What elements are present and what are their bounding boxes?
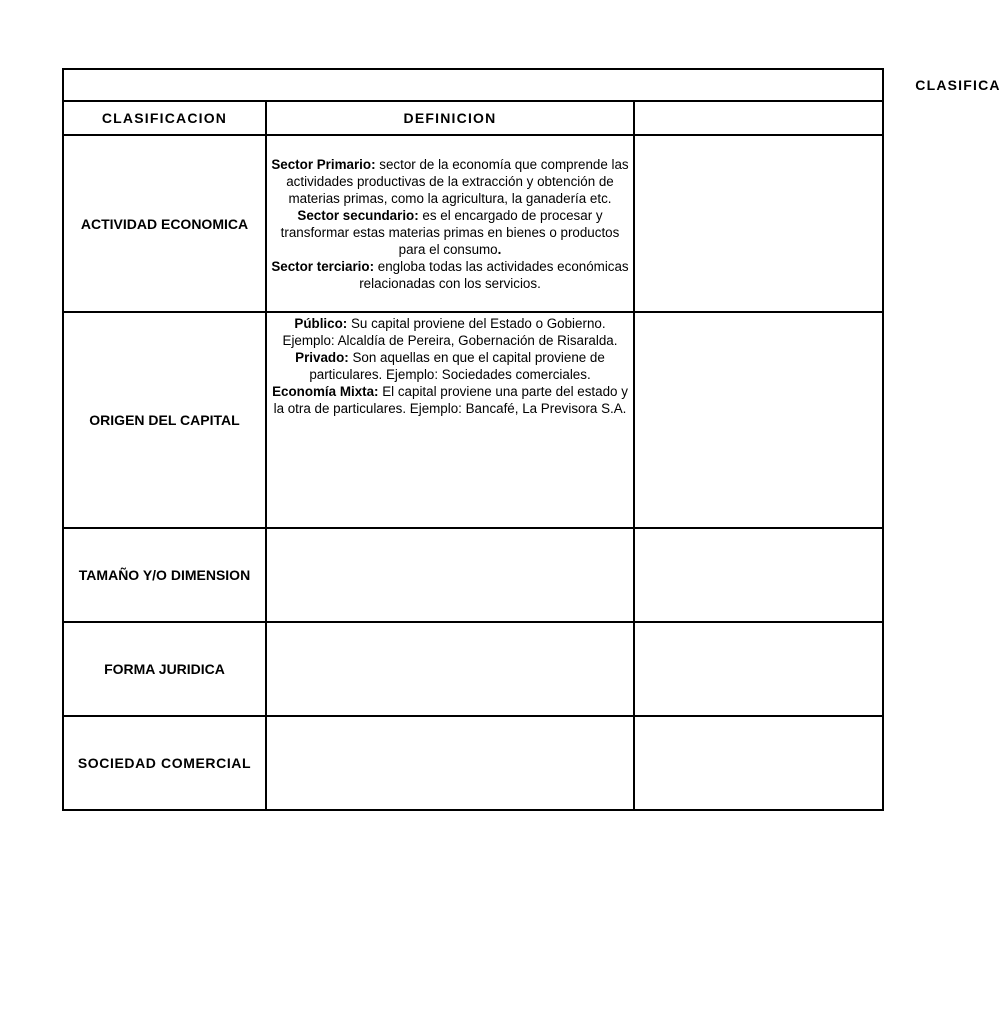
row-label: SOCIEDAD COMERCIAL bbox=[63, 716, 266, 810]
definition-text: Son aquellas en que el capital proviene de particulares. Ejemplo: Sociedades comerciales. bbox=[309, 350, 605, 382]
definition-text: Su capital proviene del Estado o Gobierno. Ejemplo: Alcaldía de Pereira, Gobernación de Risaralda. bbox=[282, 316, 618, 348]
definition-term: Público: bbox=[294, 316, 348, 331]
row-extra bbox=[634, 716, 883, 810]
row-extra bbox=[634, 135, 883, 312]
definition-term: Economía Mixta: bbox=[272, 384, 379, 399]
header-definition: DEFINICION bbox=[266, 101, 634, 135]
row-definition bbox=[266, 622, 634, 716]
definition-text: El capital proviene una parte del estado y la otra de particulares. Ejemplo: Bancafé, La Previsora S.A. bbox=[273, 384, 628, 416]
table-row bbox=[63, 135, 883, 312]
row-label: ORIGEN DEL CAPITAL bbox=[63, 312, 266, 528]
row-extra bbox=[634, 622, 883, 716]
row-definition bbox=[266, 312, 634, 528]
table-row bbox=[63, 528, 883, 622]
definition-term: Privado: bbox=[295, 350, 349, 365]
row-extra bbox=[634, 312, 883, 528]
table-title: CLASIFICA bbox=[915, 77, 1001, 93]
row-label: FORMA JURIDICA bbox=[63, 622, 266, 716]
definition-term: Sector terciario: bbox=[271, 258, 375, 274]
row-label: ACTIVIDAD ECONOMICA bbox=[63, 135, 266, 312]
definition-text: sector de la economía que comprende las actividades productivas de la extracción y obtención de materias primas, como la agricultura, la ganadería etc. bbox=[286, 156, 629, 206]
table-row bbox=[63, 312, 883, 528]
definition-term: Sector Primario: bbox=[271, 156, 376, 172]
row-label: TAMAÑO Y/O DIMENSION bbox=[63, 528, 266, 622]
table-row bbox=[63, 716, 883, 810]
classification-table bbox=[62, 68, 1001, 811]
definition-text: engloba todas las actividades económicas relacionadas con los servicios. bbox=[359, 258, 629, 291]
definition-tail: . bbox=[497, 241, 502, 257]
title-row bbox=[63, 69, 883, 101]
definition-text: es el encargado de procesar y transformar estas materias primas en bienes o productos para el consumo bbox=[280, 207, 620, 257]
header-classification: CLASIFICACION bbox=[63, 101, 266, 135]
row-definition bbox=[266, 716, 634, 810]
row-definition bbox=[266, 528, 634, 622]
spreadsheet-page bbox=[62, 68, 1001, 820]
table-title-cell bbox=[63, 69, 1001, 101]
header-extra bbox=[634, 101, 883, 135]
row-extra bbox=[634, 528, 883, 622]
row-definition bbox=[266, 135, 634, 312]
definition-term: Sector secundario: bbox=[297, 207, 419, 223]
table-row bbox=[63, 622, 883, 716]
header-row bbox=[63, 101, 883, 135]
